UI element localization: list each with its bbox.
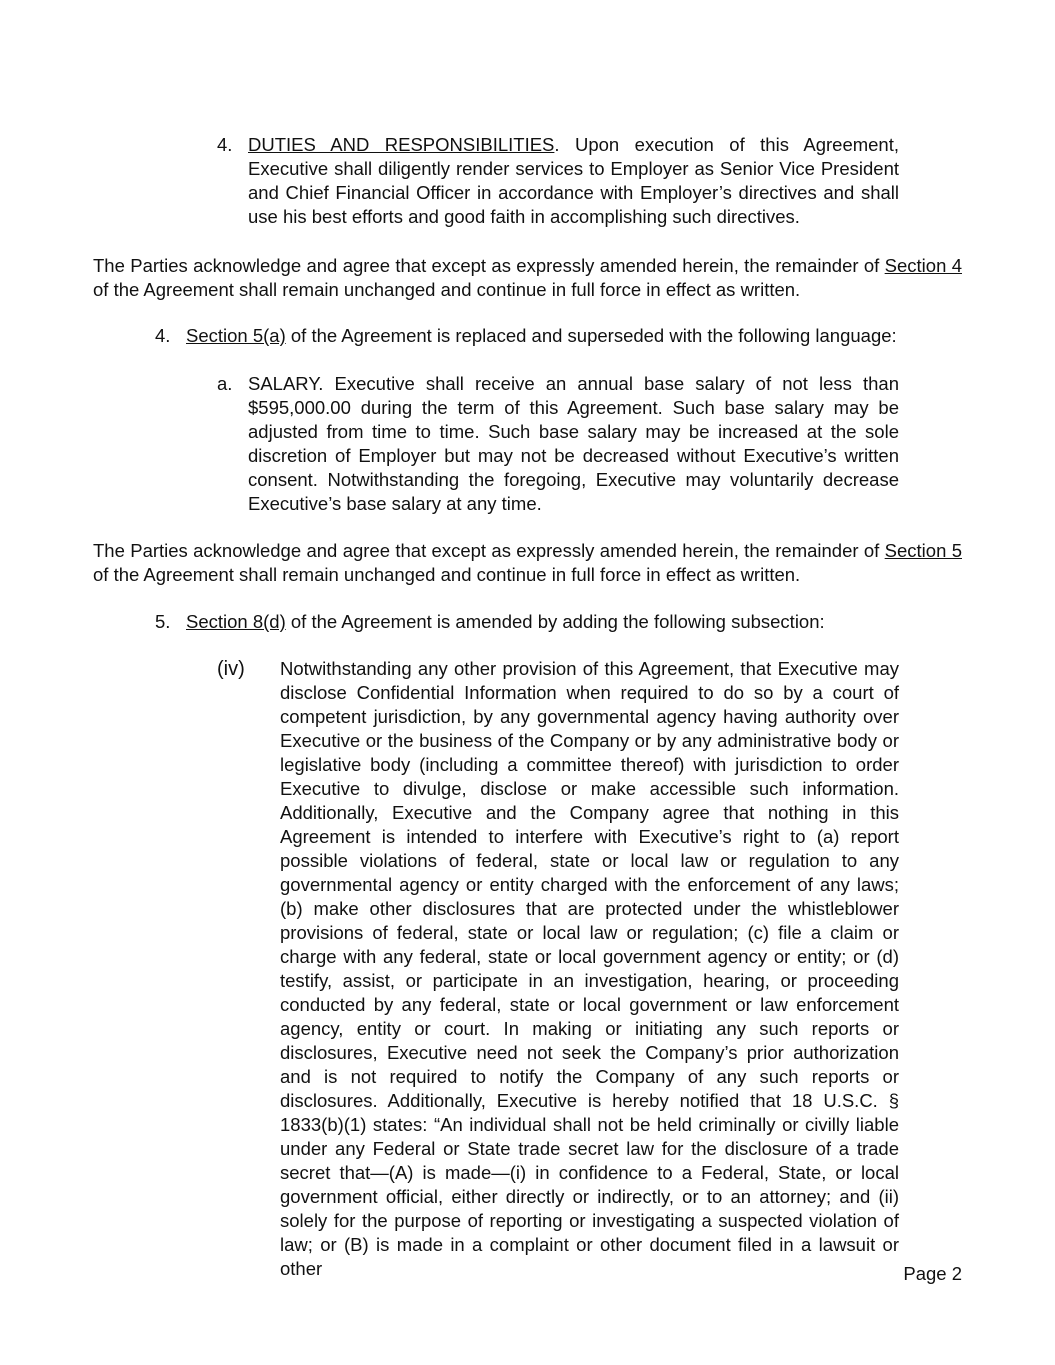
item-4-body <box>186 324 897 348</box>
item-4-number: 4. <box>155 325 171 346</box>
subsection-iv-number: (iv) <box>217 658 245 680</box>
duties-item <box>217 133 899 229</box>
acknowledgement-paragraph-2 <box>93 539 962 587</box>
duties-heading: DUTIES AND RESPONSIBILITIES <box>248 134 555 155</box>
salary-text: . Executive shall receive an annual base salary of not less than $595,000.00 during the term of this Agreement. Such base salary may be adjusted from time to time. Such base salary may be increased at the sole discretion of Employer but may not be decreased without Executive’s written consent. Notwithstanding the foregoing, Executive may voluntarily decrease Executive’s base salary at any time. <box>248 373 899 514</box>
salary-number: a. <box>217 373 233 394</box>
section-5a-reference: Section 5(a) <box>186 325 286 346</box>
salary-heading: SALARY <box>248 373 319 394</box>
subsection-iv <box>217 657 899 1281</box>
amendment-item-4 <box>155 324 915 348</box>
duties-text: . Upon execution of this Agreement, Executive shall diligently render services to Employer as Senior Vice President and Chief Financial Officer in accordance with Employer’s directives and shall use his best efforts and good faith in accomplishing such directives. <box>248 134 900 227</box>
item-5-body <box>186 610 825 634</box>
item-4-text: of the Agreement is replaced and superseded with the following language: <box>285 325 897 346</box>
section-8d-reference: Section 8(d) <box>186 611 286 632</box>
section-4-reference: Section 4 <box>884 255 962 276</box>
duties-number: 4. <box>217 134 233 155</box>
paragraph-1-text-after: of the Agreement shall remain unchanged and continue in full force in effect as written. <box>93 279 801 300</box>
amendment-item-5 <box>155 610 915 634</box>
acknowledgement-paragraph-1 <box>93 254 962 302</box>
duties-body <box>248 133 899 229</box>
page-number: Page 2 <box>903 1263 962 1284</box>
subsection-iv-text: Notwithstanding any other provision of this Agreement, that Executive may disclose Confidential Information when required to do so by a court of competent jurisdiction, by any governmental agency having authority over Executive or the business of the Company or by any administrative body or legislative body (including a committee thereof) with jurisdiction to order Executive to divulge, disclose or make accessible such information. Additionally, Executive and the Company agree that nothing in this Agreement is intended to interfere with Executive’s right to (a) report possible violations of federal, state or local law or regulation to any governmental agency or entity charged with the enforcement of any laws; (b) make other disclosures that are protected under the whistleblower provisions of federal, state or local law or regulation; (c) file a claim or charge with any federal, state or local government agency or entity; or (d) testify, assist, or participate in an investigation, hearing, or proceeding conducted by any federal, state or local government or law enforcement agency, entity or court. In making or initiating any such reports or disclosures, Executive need not seek the Company’s prior authorization and is not required to notify the Company of any such reports or disclosures. Additionally, Executive is hereby notified that 18 U.S.C. § 1833(b)(1) states: “An individual shall not be held criminally or civilly liable under any Federal or State trade secret law for the disclosure of a trade secret that—(A) is made—(i) in confidence to a Federal, State, or local government official, either directly or indirectly, or to an attorney; and (ii) solely for the purpose of reporting or investigating a suspected violation of law; or (B) is made in a complaint or other document filed in a lawsuit or other <box>280 658 899 1279</box>
item-5-number: 5. <box>155 611 171 632</box>
paragraph-2-text-after: of the Agreement shall remain unchanged and continue in full force in effect as written. <box>93 564 801 585</box>
section-5-reference: Section 5 <box>884 540 962 561</box>
salary-item <box>217 372 899 516</box>
item-5-text: of the Agreement is amended by adding the following subsection: <box>285 611 825 632</box>
paragraph-1-text-before: The Parties acknowledge and agree that except as expressly amended herein, the remainder of <box>93 255 885 276</box>
paragraph-2-text-before: The Parties acknowledge and agree that except as expressly amended herein, the remainder of <box>93 540 885 561</box>
salary-body <box>248 372 899 516</box>
